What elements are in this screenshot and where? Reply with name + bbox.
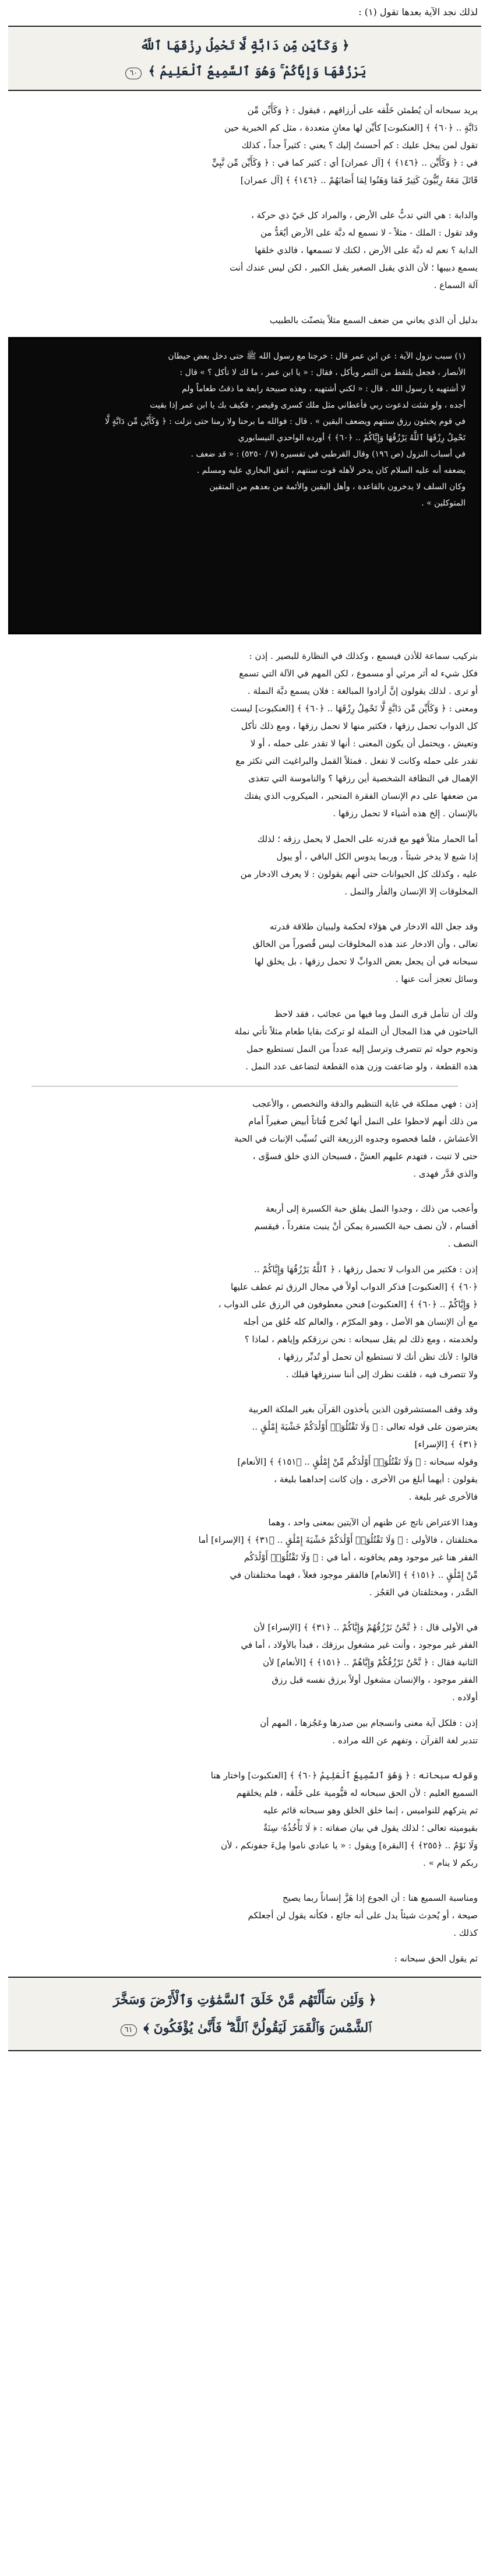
text-line: الفقر موجود ، والإنسان مشغول أولاً برزق نفسه قبل رزق bbox=[272, 1675, 478, 1685]
footnote-line: في قوم يخبئون رزق سنتهم ويضعف اليقين » . قال : فوالله ما برحنا ولا رمنا حتى نزلت : ﴿ وَكَأَيِّن مِّن دَابَّةٍ لَّا bbox=[104, 417, 466, 426]
footnote-line: (١) سبب نزول الآية : عن ابن عمر قال : خرجنا مع رسول الله ﷺ حتى دخل بعض حيطان bbox=[168, 352, 466, 361]
text-line: يسمع دبيبها ؛ لأن الذي يقبل الصغير يقبل الكبير ، لكن ليس عندك أنت bbox=[230, 262, 478, 273]
top-verse-line-2 bbox=[16, 58, 473, 84]
text-line: ومعنى : ﴿ وَكَأَيِّن مِّن دَابَّةٍ لَّا تَحْمِلُ رِزْقَهَا .. ﴿٦٠﴾ ﴾ [العنكبوت] ليست bbox=[230, 703, 478, 714]
text-line: قالوا : لأنك تظن أنك لا تستطيع أن تحمل أو تُدبِّر رزقها ، bbox=[277, 1352, 478, 1362]
text-line: السميع العليم : لأن الحق سبحانه له قيُّومية على خَلْقه ، فلم يخلقهم bbox=[236, 1788, 478, 1798]
footnote-line: أجده ، ولو شئت لدعوت ربي فأعطاني مثل ملك كسرى وقيصر ، فكيف بك يا ابن عمر إذا بقيت bbox=[150, 401, 466, 410]
text-line: في الأولى قال : ﴿ نَّحْنُ نَرْزُقُهُمْ وَإِيَّاكُمْ .. ﴿٣١﴾ ﴾ [الإسراء] لأن bbox=[253, 1622, 478, 1633]
text-line: الفقر غير موجود ، وأنت غير مشغول برزقك ، فبدأ بالأولاد ، أما في bbox=[241, 1640, 478, 1650]
text-line bbox=[8, 1383, 481, 1401]
section-7 bbox=[8, 1714, 481, 1942]
bottom-verse-line-2 bbox=[17, 2014, 472, 2042]
section-1 bbox=[8, 101, 481, 329]
text-line: وقد تقول : الملك - مثلاً - لا نسمع له دبَّة على الأرض أيُعَدُّ من bbox=[260, 227, 478, 238]
page bbox=[8, 3, 481, 2051]
footnote-line: المتوكلين » . bbox=[421, 499, 466, 508]
section-5 bbox=[8, 1261, 481, 1505]
footnote-line: في أسباب النزول (ص ١٩٦) وقال القرطبي في تفسيره (٧ / ٥٢٥٠) : « قد ضعف . bbox=[191, 450, 466, 459]
text-line: يعترضون على قوله تعالى : ﴿ وَلَا تَقْتُلُوٓا۟ أَوْلَٰدَكُمْ خَشْيَةَ إِمْلَٰقٍ .. bbox=[252, 1422, 478, 1432]
text-line: بقيوميته تعالى ؛ لذلك يقول في بيان صفاته : ﴿ لَا تَأْخُذُهُۥ سِنَةٌ bbox=[263, 1823, 478, 1833]
footnote-line: لا أشتهيه يا رسول الله . قال : « لكني أشتهيه ، وهذه صبيحة رابعة ما ذقتُ طعاماً ولم bbox=[182, 384, 466, 394]
text-line: قَاتَلَ مَعَهُ رِبِّيُّونَ كَثِيرٌ فَمَا وَهَنُوا لِمَا أَصَابَهُمْ .. ﴿١٤٦﴾ ﴾ [آل عمران] bbox=[240, 175, 478, 185]
text-line: إذن : فهي مملكة في غاية التنظيم والدقة والتخصص ، والأعجب bbox=[252, 1099, 478, 1109]
text-line: بتركيب سماعة للأذن فيسمع ، وكذلك في النظارة للبصير . إذن : bbox=[249, 651, 478, 661]
text-line bbox=[8, 988, 481, 1005]
section-3 bbox=[8, 830, 481, 1075]
section-4 bbox=[8, 1095, 481, 1252]
text-line: الإهمال في النظافة الشخصية أين رزقها ؟ والناموسة التي تتغذى bbox=[248, 773, 478, 784]
verse-number-badge: ٦٠ bbox=[125, 68, 142, 79]
section-8 bbox=[8, 1950, 481, 1967]
section-divider bbox=[31, 1086, 458, 1087]
footnote-box bbox=[8, 337, 481, 634]
text-line: ﴿٦٠﴾ ﴾ [العنكبوت] فذكر الدواب أولاً في مجال الرزق ثم عطف عليها bbox=[230, 1282, 478, 1292]
section-2 bbox=[8, 647, 481, 822]
text-line: من ذلك أنهم لاحظوا على النمل أنها تُخرج فُتاتاً أبيض صغيراً أمام bbox=[248, 1116, 478, 1126]
text-line bbox=[8, 1872, 481, 1889]
bottom-verse-line-2-text: ٱلشَّمْسَ وَٱلْقَمَرَ لَيَقُولُنَّ ٱللَّهُ ۖ فَأَنَّىٰ يُؤْفَكُونَ ﴾ bbox=[143, 2020, 372, 2035]
text-line: أو ترى . لذلك يقولون إنَّ أرادوا المبالغة : فلان يسمع دبَّة النملة . bbox=[247, 686, 478, 696]
bottom-verse-banner bbox=[8, 1977, 481, 2051]
text-line: بالإنسان . إلخ هذه أشياء لا تحمل رزقها . bbox=[333, 808, 478, 819]
footnote-line: وكان السلف لا يدخرون بالقاعدة ، وأهل اليقين والأئمة من بعدهم من المتقين bbox=[209, 482, 466, 492]
text-line: أقسام ، لأن نصف حبة الكسبرة يمكن أنْ ينبت متفرداً ، فيقسم bbox=[254, 1221, 478, 1231]
text-line: ولخدمته ، ومع ذلك لم يقل سبحانه : نحن نرزقكم وإياهم ، لماذا ؟ bbox=[244, 1334, 478, 1345]
text-line: فكل شيء له أثر مرئي أو مسموع ، لكن المهم في الآلة التي تسمع bbox=[239, 668, 478, 679]
text-line: الدابة ؟ نعم له دبَّة على الأرض ، لكنك لا تسمعها ، فالذي خلقها bbox=[255, 245, 478, 255]
text-line: المخلوقات إلا الإنسان والفأر والنمل . bbox=[344, 886, 478, 897]
text-line: النصف . bbox=[447, 1238, 478, 1249]
text-line: أما الحمار مثلاً فهو مع قدرته على الحمل لا يحمل رزقه ؛ لذلك bbox=[257, 834, 478, 844]
text-line: وتعيش ، ويحتمل أن يكون المعنى : أنها لا تقدر على حمله ، أو لا bbox=[250, 738, 478, 749]
verse-number-badge: ٦١ bbox=[121, 2024, 137, 2036]
text-line: وقد وقف المستشرقون الذين يأخذون القرآن بغير الملكة العربية bbox=[248, 1404, 478, 1415]
text-line: ومناسبة السميع هنا : أن الجوع إذا هَزَّ إنساناً ربما يصيح bbox=[282, 1893, 478, 1903]
text-line: حتى لا تنبت ، فتهدم عليهم العشَّ ، فسبحان الذي خلق فسوَّى ، bbox=[252, 1151, 478, 1161]
section-6 bbox=[8, 1514, 481, 1706]
text-line: إذا شبع لا يدخر شيئاً ، وربما يدوس الكل الباقي ، أو يبول bbox=[276, 851, 478, 862]
footnote-line: تَحْمِلُ رِزْقَهَا ٱللَّهُ يَرْزُقُهَا وَإِيَّاكُمْ .. ﴿٦٠﴾ ﴾ أورده الواحدي النيسابوري bbox=[238, 433, 466, 443]
text-line: وأعجب من ذلك ، وجدوا النمل يفلق حبة الكسبرة إلى أربعة bbox=[266, 1203, 478, 1214]
text-line: تتدبر لغة القرآن ، وتفهم عن الله مراده . bbox=[332, 1735, 478, 1746]
text-line: هذه القطعة ، ولو ضاعفت وزن هذه القطعة لتضاعف عدد النمل . bbox=[245, 1061, 478, 1072]
text-line: الفقر هنا غير موجود وهم يخافونه ، أما في : ﴿ وَلَا تَقْتُلُوٓا۟ أَوْلَٰدَكُم bbox=[244, 1552, 478, 1563]
text-line: وَلَا نَوْمٌ .. ﴿٢٥٥﴾ ﴾ [البقرة] ويقول : « يا عبادي ناموا مِلءَ جفونكم ، لأن bbox=[220, 1840, 478, 1851]
text-line: تعالى ، وأن الادخار عند هذه المخلوقات ليس قُصوراً من الخالق bbox=[252, 939, 478, 949]
text-line: يقولون : أيهما أبلغ من الأخرى ، وإن كانت إحداهما بليغة ، bbox=[274, 1474, 478, 1484]
text-line bbox=[8, 1749, 481, 1767]
text-line: إذن : فكثير من الدواب لا تحمل رزقها ، ﴿ ٱللَّهُ يَرْزُقُهَا وَإِيَّاكُمْ .. bbox=[253, 1264, 478, 1275]
text-line: من ضعفها على دم الإنسان الفقرة المتحير ، الميكروب الذي يفتك bbox=[244, 791, 478, 801]
text-line: وقوله سبحانه : ﴿ وَهُوَ ٱلسَّمِيعُ ٱلْعَلِيمُ ﴿٦٠﴾ ﴾ [العنكبوت] واختار هنا bbox=[210, 1770, 478, 1781]
text-line: وقد جعل الله الادخار في هؤلاء لحكمة وليبيان طلاقة قدرته bbox=[269, 921, 478, 932]
text-line: سبحانه في أن يجعل بعض الدوابِّ لا تحمل رزقها ، بل يخلق لها bbox=[254, 956, 478, 967]
text-line bbox=[8, 1182, 481, 1200]
text-line bbox=[8, 294, 481, 311]
text-line: كذلك . bbox=[453, 1928, 478, 1938]
text-line bbox=[8, 189, 481, 206]
text-line: وتحوم حوله ثم تتصرف وترسل إليه عدداً من النمل تستطيع حمل bbox=[246, 1044, 478, 1054]
text-line: ولا تتصرف فيه ، فلقت نظرك إلى أننا سنرزقها قبلك . bbox=[285, 1369, 478, 1380]
text-line: مِّنْ إِمْلَٰقٍ .. ﴿١٥١﴾ ﴾ [الأنعام] فالفقر موجود فعلاً ، فهما مختلفتان في bbox=[230, 1570, 478, 1580]
top-verse-line-2-text: يَرْزُقُهَا وَإِيَّاكُمْ ۚ وَهُوَ ٱلسَّمِيعُ ٱلْعَلِيمُ ﴾ bbox=[148, 64, 366, 78]
text-line: ثم يتركهم للنواميس ، إنما خلق الخلق وهو سبحانه قائم عليه bbox=[263, 1805, 478, 1816]
text-line: ربكم لا ينام » . bbox=[423, 1858, 478, 1868]
text-line: الباحثون في هذا المجال أن النملة لو تركتَ بقايا طعام مثلاً تأتي نملة bbox=[234, 1026, 478, 1037]
text-line: الأعشاش ، فلما فحصوه وجدوه الزريعة التي تُسبِّب الإنبات في الحبة bbox=[234, 1133, 478, 1144]
text-line bbox=[8, 900, 481, 918]
text-line: صيحة ، أو يُحدِث شيئاً يدل على أنه جائع ، فكأنه يقول لن أجعلكم bbox=[248, 1910, 478, 1921]
top-verse-banner bbox=[8, 26, 481, 91]
text-line: إذن : فلكل آية معنى وانسجام بين صدرها وعَجُزها ، المهم أن bbox=[260, 1718, 478, 1728]
text-line: آلة السماع . bbox=[433, 280, 478, 290]
text-line: الثانية فقال : ﴿ نَّحْنُ نَرْزُقُكُمْ وَإِيَّاهُمْ .. ﴿١٥١﴾ ﴾ [الأنعام] لأن bbox=[263, 1657, 478, 1668]
footnote-line: يضعفه أنه عليه السلام كان يدخر لأهله قوت سنتهم ، اتفق البخاري عليه ومسلم . bbox=[196, 466, 466, 475]
text-line: تقدر على حمله وكانت لا تفعل . فمثلاً القمل والبراغيث التي تكثر مع bbox=[235, 756, 478, 766]
text-line: يريد سبحانه أن يُطمئن خَلْقه على أرزاقهم ، فيقول : ﴿ وَكَأَيِّن مِّن bbox=[247, 105, 478, 115]
intro-line: لذلك نجد الآية بعدها تقول (١) : bbox=[358, 6, 478, 17]
text-line: فالأخرى غير بليغة . bbox=[408, 1491, 478, 1502]
text-line: عليه ، وكذلك كل الحيوانات حتى أنهم يقولون : لا يعرف الادخار من bbox=[240, 869, 478, 879]
text-line: كل الدواب تحمل رزقها ، فكثير منها لا تحمل رزقها ، ومع ذلك تأكل bbox=[241, 721, 478, 731]
text-line: الصَّدر ، ومختلفتان في العَجُز . bbox=[369, 1587, 478, 1598]
text-line: ثم يقول الحق سبحانه : bbox=[394, 1953, 478, 1964]
text-line: والدابة : هي التي تدبُّ على الأرض ، والمراد كل حَيّ ذي حركة ، bbox=[251, 210, 478, 220]
text-line bbox=[8, 1601, 481, 1619]
text-line: مختلفتان ، فالأولى : ﴿ وَلَا تَقْتُلُوٓا۟ أَوْلَٰدَكُمْ خَشْيَةَ إِمْلَٰقٍ .. ﴿٣١﴾ ﴾ [الإسراء] أما bbox=[198, 1535, 478, 1545]
text-line: دَابَّةٍ .. ﴿٦٠﴾ ﴾ [العنكبوت] كأيِّن لها معانٍ متعددة ، مثل كم الخبرية حين bbox=[224, 122, 478, 133]
text-line: مع أن الإنسان هو الأصل ، وهو المكرّم ، والعالم كله خُلق من أجله bbox=[243, 1317, 478, 1327]
text-line: ﴿٣١﴾ ﴾ [الإسراء] bbox=[414, 1439, 478, 1450]
footnote-line: الأنصار ، فجعل يلتقط من الثمر ويأكل ، فقال : « يا ابن عمر ، ما لك لا تأكل ؟ » قال : bbox=[179, 368, 466, 377]
text-line: وسائل تعجز أنت عنها . bbox=[395, 974, 478, 984]
text-line: بدليل أن الذي يعاني من ضعف السمع مثلاً يتصنّت بالطبيب bbox=[269, 315, 478, 325]
text-line: في : ﴿ وَكَأَيِّن .. ﴿١٤٦﴾ ﴾ [آل عمران] أي : كثير كما في : ﴿ وَكَأَيِّن مِّن نَّبِيٍّ bbox=[211, 157, 478, 168]
text-line: أولاده . bbox=[452, 1692, 478, 1703]
text-line: ولك أن تتأمل قرى النمل وما فيها من عجائب ، فقد لاحظ bbox=[274, 1009, 478, 1019]
text-line: وقوله سبحانه : ﴿ وَلَا تَقْتُلُوٓا۟ أَوْلَٰدَكُم مِّنْ إِمْلَٰقٍ .. ﴿١٥١﴾ ﴾ [الأنعام] bbox=[237, 1457, 478, 1467]
text-line: والذي قدَّر فهدى . bbox=[413, 1168, 478, 1179]
bottom-verse-line-1: ﴿ وَلَئِن سَأَلْتَهُم مَّنْ خَلَقَ ٱلسَّمَٰوَٰتِ وَٱلْأَرْضَ وَسَخَّرَ bbox=[113, 1992, 376, 2008]
text-line: ﴿ وَإِيَّاكُمْ .. ﴿٦٠﴾ ﴾ [العنكبوت] فنحن معطوفون في الرزق على الدواب ، bbox=[218, 1299, 478, 1310]
top-verse-line-1: ﴿ وَكَأَيِّن مِّن دَابَّةٍ لَّا تَحْمِلُ رِزْقَهَا ٱللَّهُ bbox=[140, 38, 350, 52]
text-line: تقول لمن يبخل عليك : كم أحسنتُ إليك ؟ يعني : كثيراً جداً ، كذلك bbox=[241, 140, 478, 150]
text-line: وهذا الاعتراض ناتج عن ظنهم أن الآيتين بمعنى واحد ، وهما bbox=[268, 1517, 478, 1528]
